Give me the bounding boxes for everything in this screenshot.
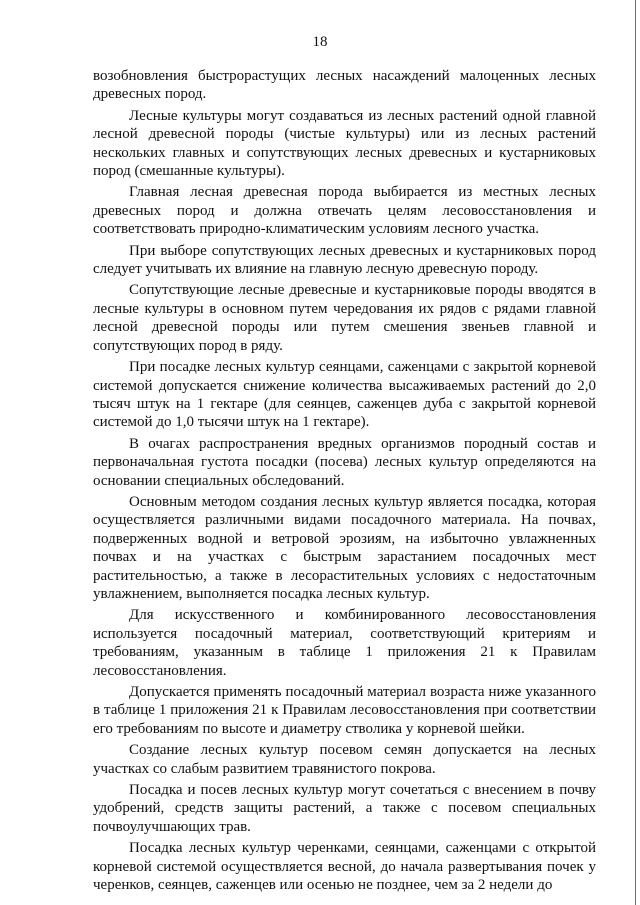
page-number: 18	[312, 34, 328, 50]
paragraph-6: При посадке лесных культур сеянцами, саженцами с закрытой корневой системой допускается снижение количества высаживаемых растений до 2,0 тысяч штук на 1 гектаре (для сеянцев, саженцев дуба с закрытой корневой системой до 1,0 тысячи штук на 1 гектаре).	[93, 359, 596, 431]
paragraph-12: Посадка и посев лесных культур могут сочетаться с внесением в почву удобрений, средств защиты растений, а также с посевом специальных почвоулучшающих трав.	[93, 782, 596, 835]
paragraph-5: Сопутствующие лесные древесные и кустарниковые породы вводятся в лесные культуры в основном путем чередования их рядов с рядами главной лесной древесной породы или путем смешения звеньев главной и сопутствующих пород в ряду.	[93, 282, 596, 354]
paragraph-3: Главная лесная древесная порода выбирается из местных лесных древесных пород и должна отвечать целям лесовосстановления и соответствовать природно-климатическим условиям лесного участка.	[93, 184, 596, 238]
paragraph-13: Посадка лесных культур черенками, сеянцами, саженцами с открытой корневой системой осуществляется весной, до начала развертывания почек у черенков, сеянцев, саженцев или осенью не позднее, чем за 2 недели до	[93, 840, 596, 894]
paragraph-10: Допускается применять посадочный материал возраста ниже указанного в таблице 1 приложения 21 к Правилам лесовосстановления при соответствии его требованиям по высоте и диаметру стволика у корневой шейки.	[93, 684, 596, 737]
paragraph-9: Для искусственного и комбинированного лесовосстановления используется посадочный материал, соответствующий критериям и требованиям, указанным в таблице 1 приложения 21 к Правилам лесовосстановления.	[93, 607, 596, 679]
paragraph-7: В очагах распространения вредных организмов породный состав и первоначальная густота посадки (посева) лесных культур определяются на основании специальных обследований.	[93, 435, 596, 489]
paragraph-4: При выборе сопутствующих лесных древесных и кустарниковых пород следует учитывать их влияние на главную лесную древесную породу.	[93, 242, 596, 278]
document-body	[93, 67, 596, 894]
paragraph-11: Создание лесных культур посевом семян допускается на лесных участках со слабым развитием травянистого покрова.	[93, 742, 596, 777]
scan-edge	[635, 0, 636, 905]
paragraph-2: Лесные культуры могут создаваться из лесных растений одной главной лесной древесной породы (чистые культуры) или из лесных растений нескольких главных и сопутствующих лесных древесных и кустарниковых пород (смешанные культуры).	[93, 107, 596, 180]
paragraph-8: Основным методом создания лесных культур является посадка, которая осуществляется различными видами посадочного материала. На почвах, подверженных водной и ветровой эрозиям, на избыточно увлажненных почвах и на участках с быстрым зарастанием посадочных мест растительностью, а также в лесорастительных условиях с недостаточным увлажнением, выполняется посадка лесных культур.	[93, 493, 596, 602]
paragraph-1: возобновления быстрорастущих лесных насаждений малоценных лесных древесных пород.	[93, 68, 596, 103]
